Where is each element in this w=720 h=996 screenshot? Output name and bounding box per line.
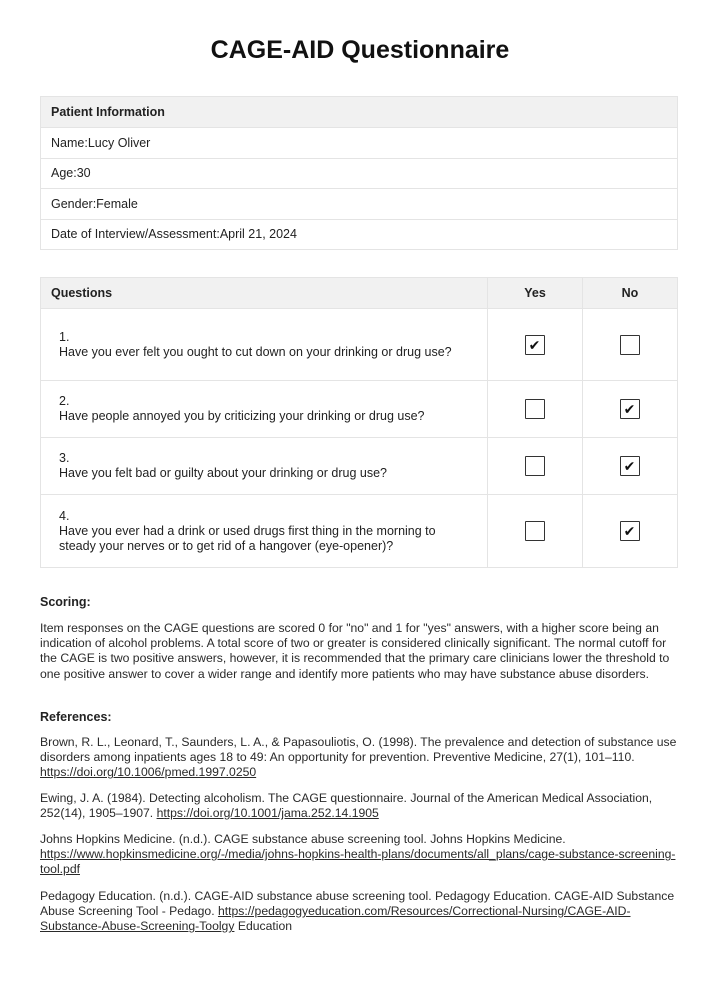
- no-checkbox[interactable]: [620, 521, 640, 541]
- field-value: April 21, 2024: [219, 227, 297, 242]
- yes-checkbox[interactable]: [525, 456, 545, 476]
- reference-link[interactable]: https://www.hopkinsmedicine.org/-/media/johns-hopkins-health-plans/documents/all_plans/cage-substance-screening-tool.pdf: [40, 847, 676, 877]
- checkmark-icon: [526, 399, 543, 417]
- checkmark-icon: [526, 456, 543, 474]
- references-heading: References:: [40, 710, 112, 724]
- question-row: [41, 381, 678, 438]
- checkmark-icon: ✔: [623, 401, 636, 417]
- question-cell: [41, 438, 488, 495]
- no-checkbox[interactable]: [620, 399, 640, 419]
- question-cell: [41, 381, 488, 438]
- yes-checkbox[interactable]: [525, 521, 545, 541]
- reference-item: [40, 832, 680, 878]
- reference-text: Johns Hopkins Medicine. (n.d.). CAGE substance abuse screening tool. Johns Hopkins Medicine.: [40, 832, 566, 846]
- patient-info-header: Patient Information: [41, 97, 678, 128]
- question-row: [41, 438, 678, 495]
- question-row: [41, 309, 678, 381]
- patient-date-row: [41, 219, 678, 250]
- no-header: No: [583, 278, 678, 309]
- no-checkbox[interactable]: [620, 335, 640, 355]
- question-cell: [41, 495, 488, 568]
- question-text: Have you felt bad or guilty about your drinking or drug use?: [59, 466, 387, 480]
- question-number: 3.: [59, 451, 70, 465]
- yes-cell: [488, 309, 583, 381]
- question-cell: [41, 309, 488, 381]
- questions-header: Questions: [41, 278, 488, 309]
- no-cell: [583, 495, 678, 568]
- reference-text: Pedagogy Education. (n.d.). CAGE-AID substance abuse screening tool. Pedagogy Education. CAGE-AID Substance Abuse Screening Tool - Pedago.: [40, 889, 675, 919]
- no-checkbox[interactable]: [620, 456, 640, 476]
- yes-cell: [488, 438, 583, 495]
- question-row: [41, 495, 678, 568]
- yes-header: Yes: [488, 278, 583, 309]
- scoring-heading: Scoring:: [40, 595, 91, 609]
- reference-link[interactable]: https://doi.org/10.1001/jama.252.14.1905: [156, 806, 379, 821]
- question-text: Have people annoyed you by criticizing your drinking or drug use?: [59, 409, 425, 423]
- yes-cell: [488, 381, 583, 438]
- patient-age-row: [41, 158, 678, 189]
- reference-link[interactable]: https://doi.org/10.1006/pmed.1997.0250: [40, 765, 257, 780]
- no-cell: [583, 309, 678, 381]
- patient-gender-row: [41, 189, 678, 220]
- scoring-text: Item responses on the CAGE questions are scored 0 for "no" and 1 for "yes" answers, with a higher score being an indication of alcohol problems. A total score of two or greater is considered clinically significant. The normal cutoff for the CAGE is two positive answers, however, it is recommended that the primary care clinicians lower the threshold to one positive answer to cover a wider range and identify more patients who may have substance abuse disorders.: [40, 621, 670, 681]
- field-label: Gender:: [51, 196, 97, 211]
- checkmark-icon: ✔: [623, 523, 636, 539]
- question-text: Have you ever felt you ought to cut down on your drinking or drug use?: [59, 344, 452, 359]
- no-cell: [583, 438, 678, 495]
- page-title: CAGE-AID Questionnaire: [210, 36, 510, 64]
- no-cell: [583, 381, 678, 438]
- patient-name-row: [41, 128, 678, 159]
- field-value: Lucy Oliver: [87, 135, 151, 150]
- question-text: Have you ever had a drink or used drugs first thing in the morning to steady your nerves or to get rid of a hangover (eye-opener)?: [59, 523, 436, 553]
- reference-text-after: Education: [234, 919, 293, 934]
- checkmark-icon: ✔: [623, 458, 636, 474]
- reference-text: Ewing, J. A. (1984). Detecting alcoholism. The CAGE questionnaire. Journal of the American Medical Association, 252(14), 1905–1907.: [40, 791, 653, 821]
- field-value: Female: [96, 196, 138, 211]
- checkmark-icon: [526, 521, 543, 539]
- question-number: 2.: [59, 394, 70, 408]
- question-number: 1.: [59, 329, 70, 344]
- reference-link[interactable]: https://pedagogyeducation.com/Resources/Correctional-Nursing/CAGE-AID-Substance-Abuse-Screening-Toolgy: [40, 904, 631, 934]
- field-label: Date of Interview/Assessment:: [51, 227, 220, 242]
- field-label: Name:: [51, 135, 88, 150]
- checkmark-icon: [621, 335, 638, 353]
- yes-checkbox[interactable]: [525, 399, 545, 419]
- reference-item: [40, 889, 680, 935]
- reference-item: [40, 735, 680, 781]
- field-value: 30: [76, 166, 91, 181]
- reference-text: Brown, R. L., Leonard, T., Saunders, L. A., & Papasouliotis, O. (1998). The prevalence and detection of substance use disorders among inpatients ages 18 to 49: An opportunity for prevention. Preventive Medicine, 27(1), 101–110.: [40, 735, 677, 765]
- reference-item: [40, 791, 680, 821]
- yes-checkbox[interactable]: [525, 335, 545, 355]
- yes-cell: [488, 495, 583, 568]
- patient-info-table: [40, 96, 678, 250]
- question-number: 4.: [59, 508, 70, 523]
- field-label: Age:: [51, 166, 77, 181]
- checkmark-icon: ✔: [528, 336, 541, 353]
- questions-table: [40, 277, 678, 568]
